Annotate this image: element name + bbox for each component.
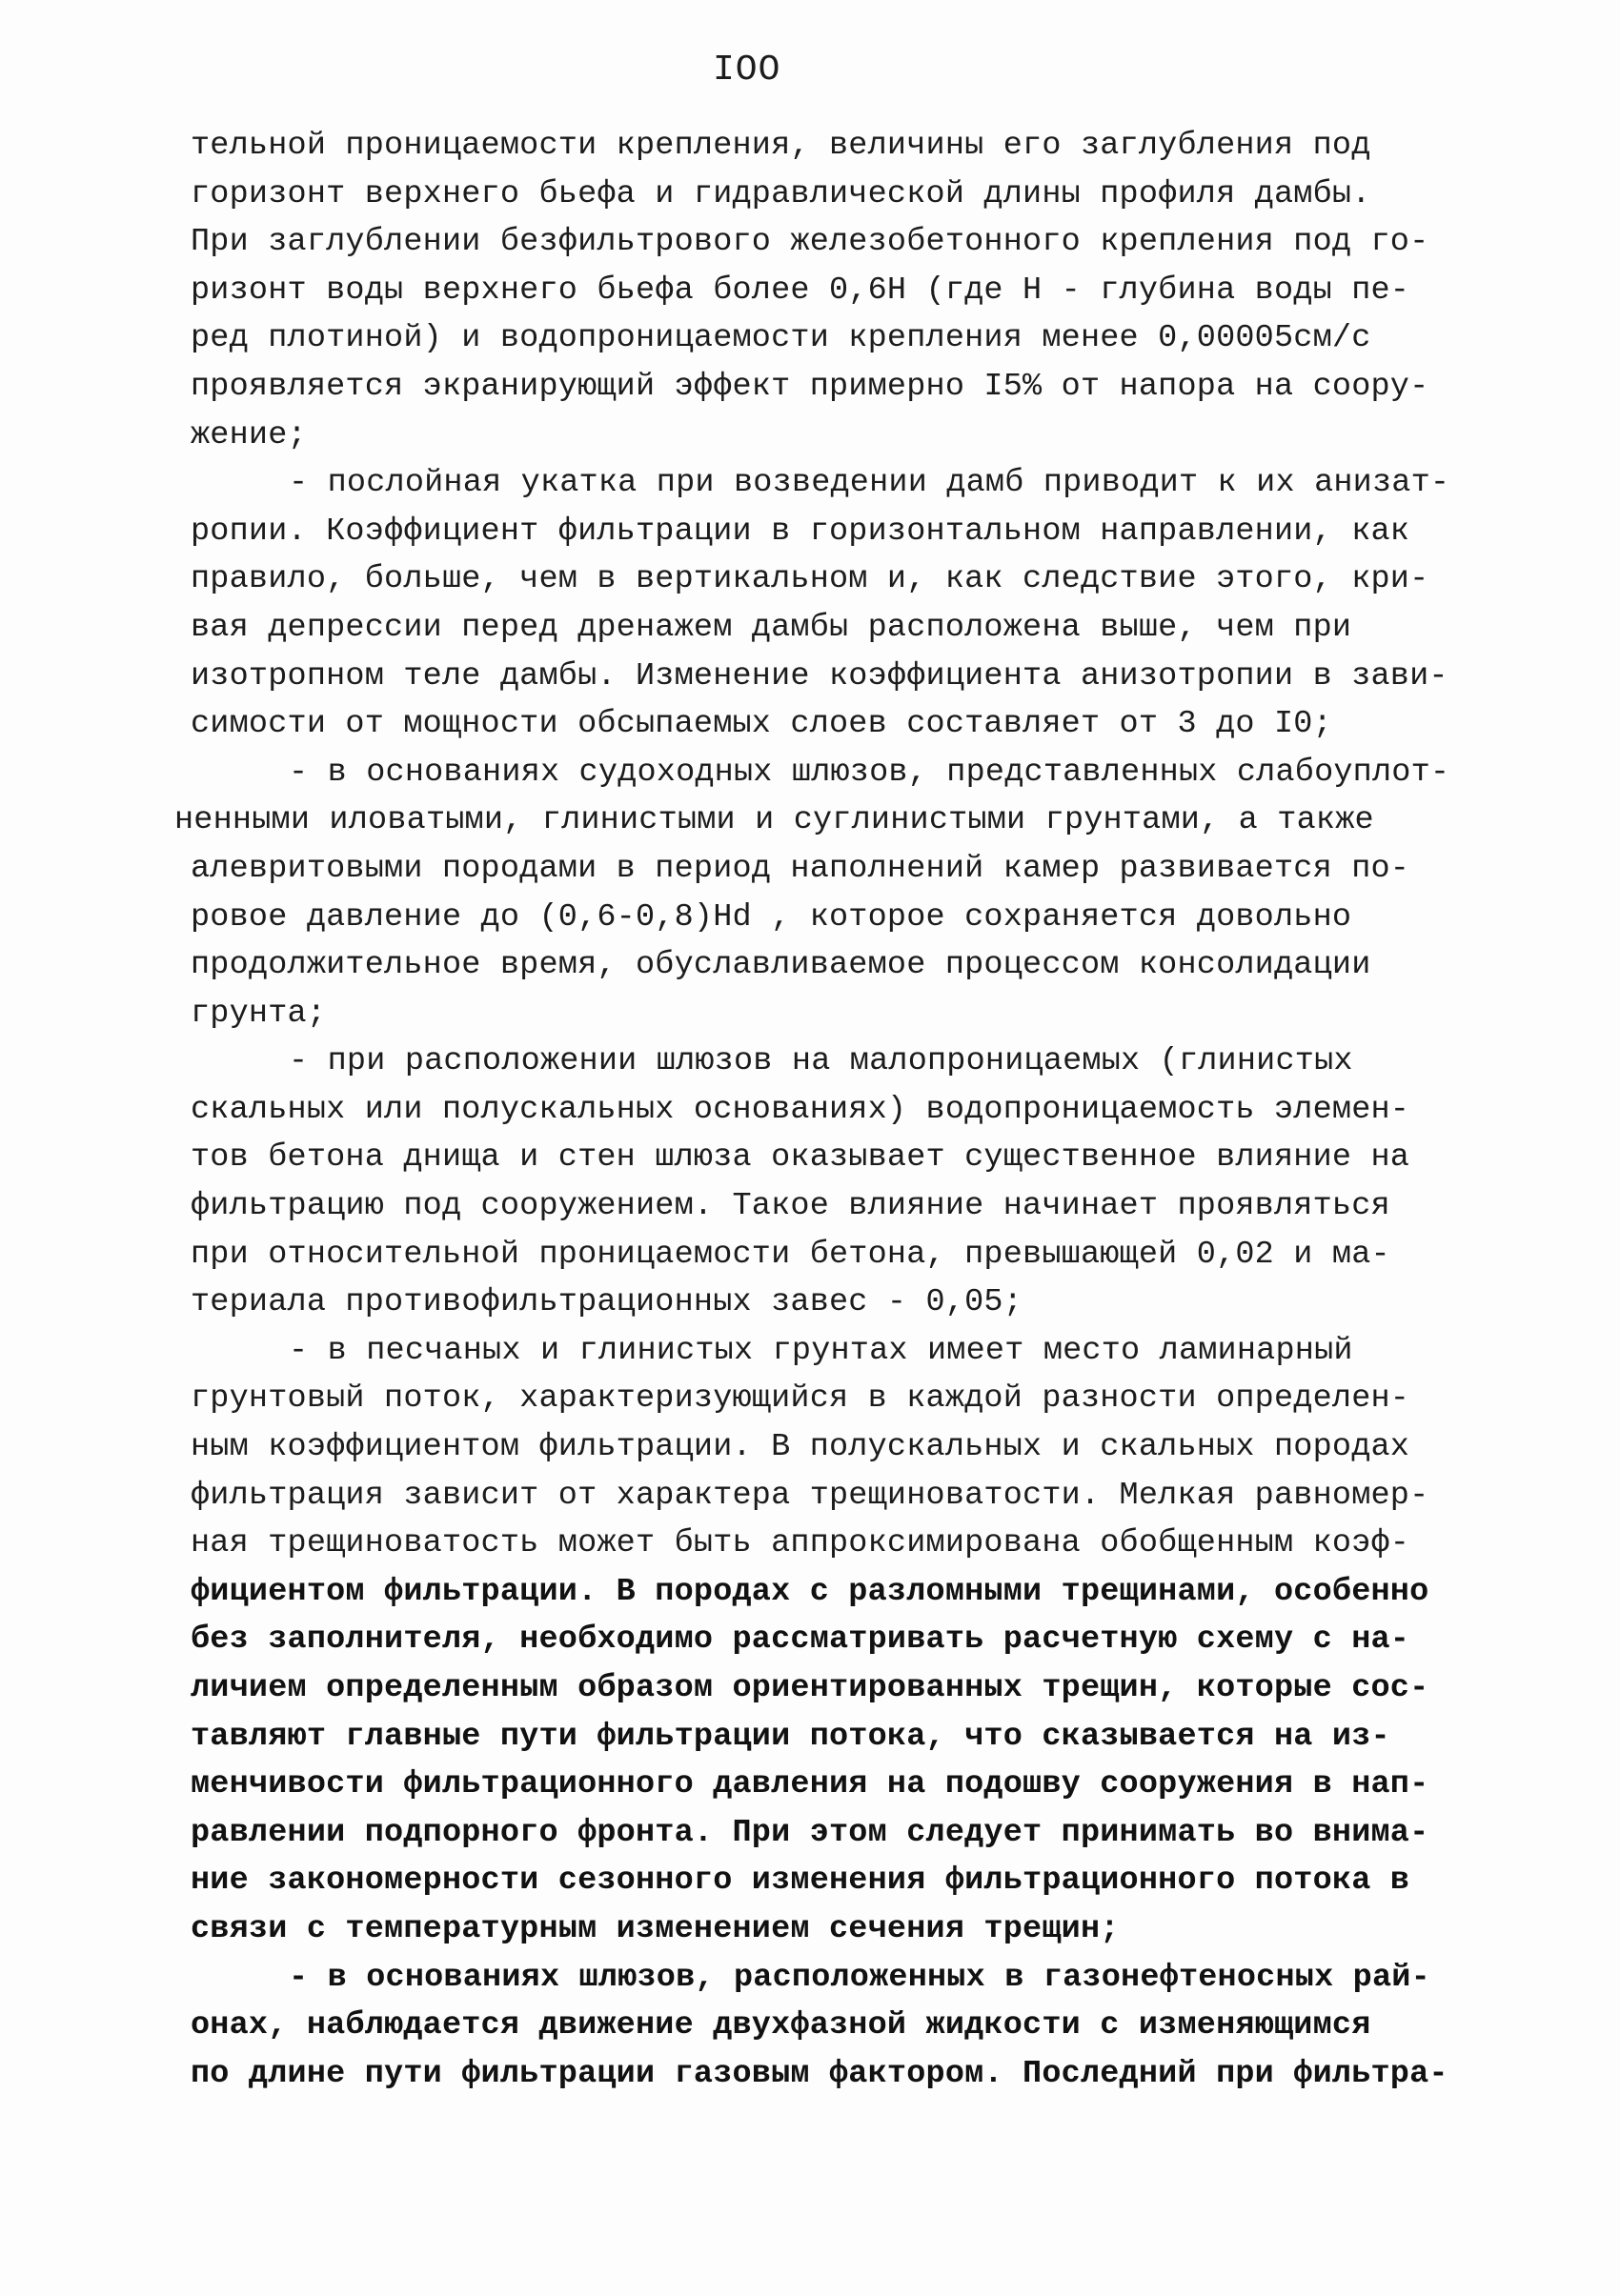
- paragraph-start-line: - послойная укатка при возведении дамб приводит к их анизат-: [289, 465, 1450, 502]
- text-line: менчивости фильтрационного давления на подошву сооружения в нап-: [191, 1766, 1429, 1803]
- text-line: ненными иловатыми, глинистыми и суглинистыми грунтами, а также: [174, 802, 1374, 839]
- text-line: тов бетона днища и стен шлюза оказывает существенное влияние на: [191, 1139, 1410, 1177]
- paragraph-start-line: - в основаниях судоходных шлюзов, представленных слабоуплот-: [289, 754, 1450, 791]
- text-line: фильтрацию под сооружением. Такое влияние начинает проявляться: [191, 1188, 1390, 1225]
- text-line: жение;: [191, 416, 307, 453]
- text-line: фициентом фильтрации. В породах с разломными трещинами, особенно: [191, 1573, 1429, 1610]
- text-line: ропии. Коэффициент фильтрации в горизонтальном направлении, как: [191, 513, 1410, 550]
- text-line: личием определенным образом ориентированных трещин, которые сос-: [191, 1670, 1429, 1706]
- text-line: без заполнителя, необходимо рассматривать расчетную схему с на-: [191, 1621, 1410, 1659]
- text-line: тельной проницаемости крепления, величины его заглубления под: [191, 128, 1371, 164]
- paragraph-start-line: - в основаниях шлюзов, расположенных в газонефтеносных рай-: [289, 1959, 1430, 1996]
- text-line: равлении подпорного фронта. При этом следует принимать во внима-: [191, 1814, 1429, 1851]
- text-line: скальных или полускальных основаниях) водопроницаемость элемен-: [191, 1091, 1410, 1128]
- text-line: правило, больше, чем в вертикальном и, как следствие этого, кри-: [191, 561, 1429, 598]
- text-line: вая депрессии перед дренажем дамбы расположена выше, чем при: [191, 609, 1352, 646]
- text-line: тавляют главные пути фильтрации потока, что сказывается на из-: [191, 1718, 1390, 1755]
- text-line: ред плотиной) и водопроницаемости крепления менее 0,00005см/с: [191, 320, 1371, 357]
- text-line: горизонт верхнего бьефа и гидравлической длины профиля дамбы.: [191, 175, 1371, 212]
- text-line: продолжительное время, обуславливаемое процессом консолидации: [191, 947, 1371, 984]
- text-line: ным коэффициентом фильтрации. В полускальных и скальных породах: [191, 1429, 1410, 1466]
- text-line: при относительной проницаемости бетона, превышающей 0,02 и ма-: [191, 1236, 1390, 1273]
- text-line: ризонт воды верхнего бьефа более 0,6Н (где Н - глубина воды пе-: [191, 272, 1410, 309]
- paragraph-start-line: - при расположении шлюзов на малопроницаемых (глинистых: [289, 1043, 1353, 1080]
- text-line: При заглублении безфильтрового железобетонного крепления под го-: [191, 224, 1429, 261]
- text-line: связи с температурным изменением сечения трещин;: [191, 1910, 1120, 1947]
- text-line: фильтрация зависит от характера трещиноватости. Мелкая равномер-: [191, 1477, 1429, 1514]
- text-line: ная трещиноватость может быть аппроксимирована обобщенным коэф-: [191, 1525, 1410, 1562]
- text-line: проявляется экранирующий эффект примерно I5% от напора на соору-: [191, 368, 1429, 405]
- text-line: алевритовыми породами в период наполнений камер развивается по-: [191, 850, 1410, 887]
- text-line: грунтовый поток, характеризующийся в каждой разности определен-: [191, 1380, 1410, 1418]
- text-line: грунта;: [191, 995, 327, 1032]
- text-line: ние закономерности сезонного изменения фильтрационного потока в: [191, 1863, 1410, 1900]
- text-line: онах, наблюдается движение двухфазной жидкости с изменяющимся: [191, 2007, 1371, 2044]
- text-line: изотропном теле дамбы. Изменение коэффициента анизотропии в зави-: [191, 657, 1448, 695]
- text-line: по длине пути фильтрации газовым фактором. Последний при фильтра-: [191, 2055, 1448, 2092]
- page-number: IOO: [713, 50, 781, 91]
- text-line: териала противофильтрационных завес - 0,05;: [191, 1284, 1023, 1321]
- text-line: ровое давление до (0,6-0,8)Hd , которое сохраняется довольно: [191, 898, 1352, 936]
- body-text: [174, 122, 1487, 2098]
- text-line: симости от мощности обсыпаемых слоев составляет от 3 до I0;: [191, 706, 1332, 743]
- paragraph-start-line: - в песчаных и глинистых грунтах имеет место ламинарный: [289, 1332, 1353, 1369]
